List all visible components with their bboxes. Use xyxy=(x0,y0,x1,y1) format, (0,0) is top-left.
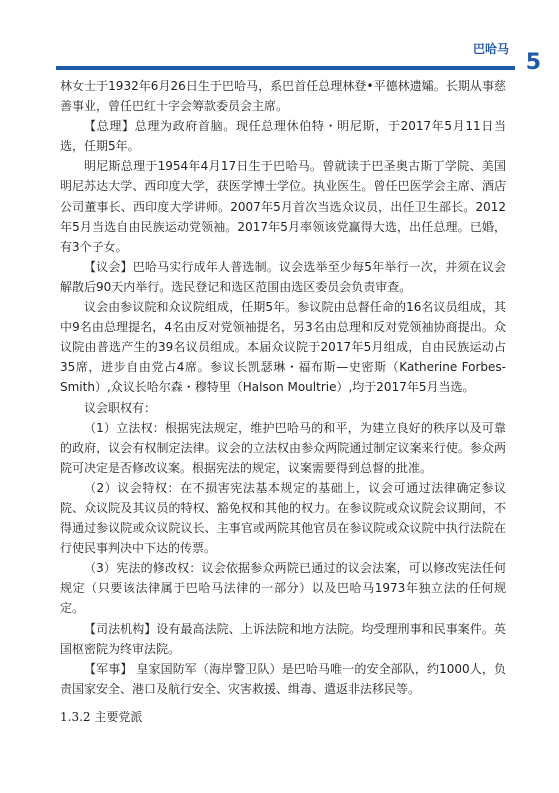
paragraph-power-2: （2）议会特权：在不损害宪法基本规定的基础上，议会可通过法律确定参议院、众议院及其议员的特权、豁免权和其他的权力。在参议院或众议院会议期间，不得通过参议院或众议院议长、主事官或两院其他官员在参议院或众议院中执行法院在行使民事判决中下达的传票。 xyxy=(60,480,506,556)
section-heading: 1.3.2 主要党派 xyxy=(60,710,143,724)
paragraph-parliament-composition: 议会由参议院和众议院组成，任期5年。参议院由总督任命的16名议员组成，其中9名由总理提名，4名由反对党领袖提名，另3名由总理和反对党领袖协商提出。众议院由普选产生的39名议员组成。本届众议院于2017年5月组成，自由民族运动占35席，进步自由党占4席。参议长凯瑟琳・福布斯—史密斯（Katherine Forbes-Smith）,众议长哈尔森・穆特里（Halson Moultrie）,均于2017年5月当选。 xyxy=(60,300,506,395)
paragraph-power-1: （1）立法权：根据宪法规定，维护巴哈马的和平，为建立良好的秩序以及可靠的政府，议会有权制定法律。议会的立法权由参众两院通过制定议案来行使。参众两院可决定是否修改议案。根据宪法的规定，议案需要得到总督的批准。 xyxy=(60,420,506,475)
page-number: 5 xyxy=(525,50,541,75)
paragraph-premier: 【总理】总理为政府首脑。现任总理休伯特・明尼斯，于2017年5月11日当选，任期5年。 xyxy=(60,119,506,154)
paragraph-parliament: 【议会】巴哈马实行成年人普选制。议会选举至少每5年举行一次，并须在议会解散后90天内举行。选民登记和选区范围由选区委员会负责审查。 xyxy=(60,259,506,294)
paragraph-powers-intro: 议会职权有： xyxy=(84,400,157,415)
header-title: 巴哈马 xyxy=(472,42,509,56)
paragraph-power-3: （3）宪法的修改权：议会依据参众两院已通过的议会法案，可以修改宪法任何规定（只要该法律属于巴哈马法律的一部分）以及巴哈马1973年独立法的任何规定。 xyxy=(60,561,506,616)
paragraph-first: 林女士于1932年6月26日生于巴哈马，系巴首任总理林登•平德林遗孀。长期从事慈善事业，曾任巴红十字会筹款委员会主席。 xyxy=(60,79,506,114)
paragraph-minnis-bio: 明尼斯总理于1954年4月17日生于巴哈马。曾就读于巴圣奥古斯丁学院、美国明尼苏达大学、西印度大学，获医学博士学位。执业医生。曾任巴医学会主席、酒店公司董事长、西印度大学讲师。2007年5月首次当选众议员，出任卫生部长。2012年5月当选自由民族运动党领袖。2017年5月率领该党赢得大选，出任总理。已婚，有3个子女。 xyxy=(60,159,506,254)
header-rule xyxy=(56,66,515,70)
body-text xyxy=(60,76,506,699)
paragraph-military: 【军事】 皇家国防军（海岸警卫队）是巴哈马唯一的安全部队，约1000人，负责国家安全、港口及航行安全、灾害救援、缉毒、遣返非法移民等。 xyxy=(60,661,506,696)
paragraph-judiciary: 【司法机构】设有最高法院、上诉法院和地方法院。均受理刑事和民事案件。英国枢密院为终审法院。 xyxy=(60,621,506,656)
